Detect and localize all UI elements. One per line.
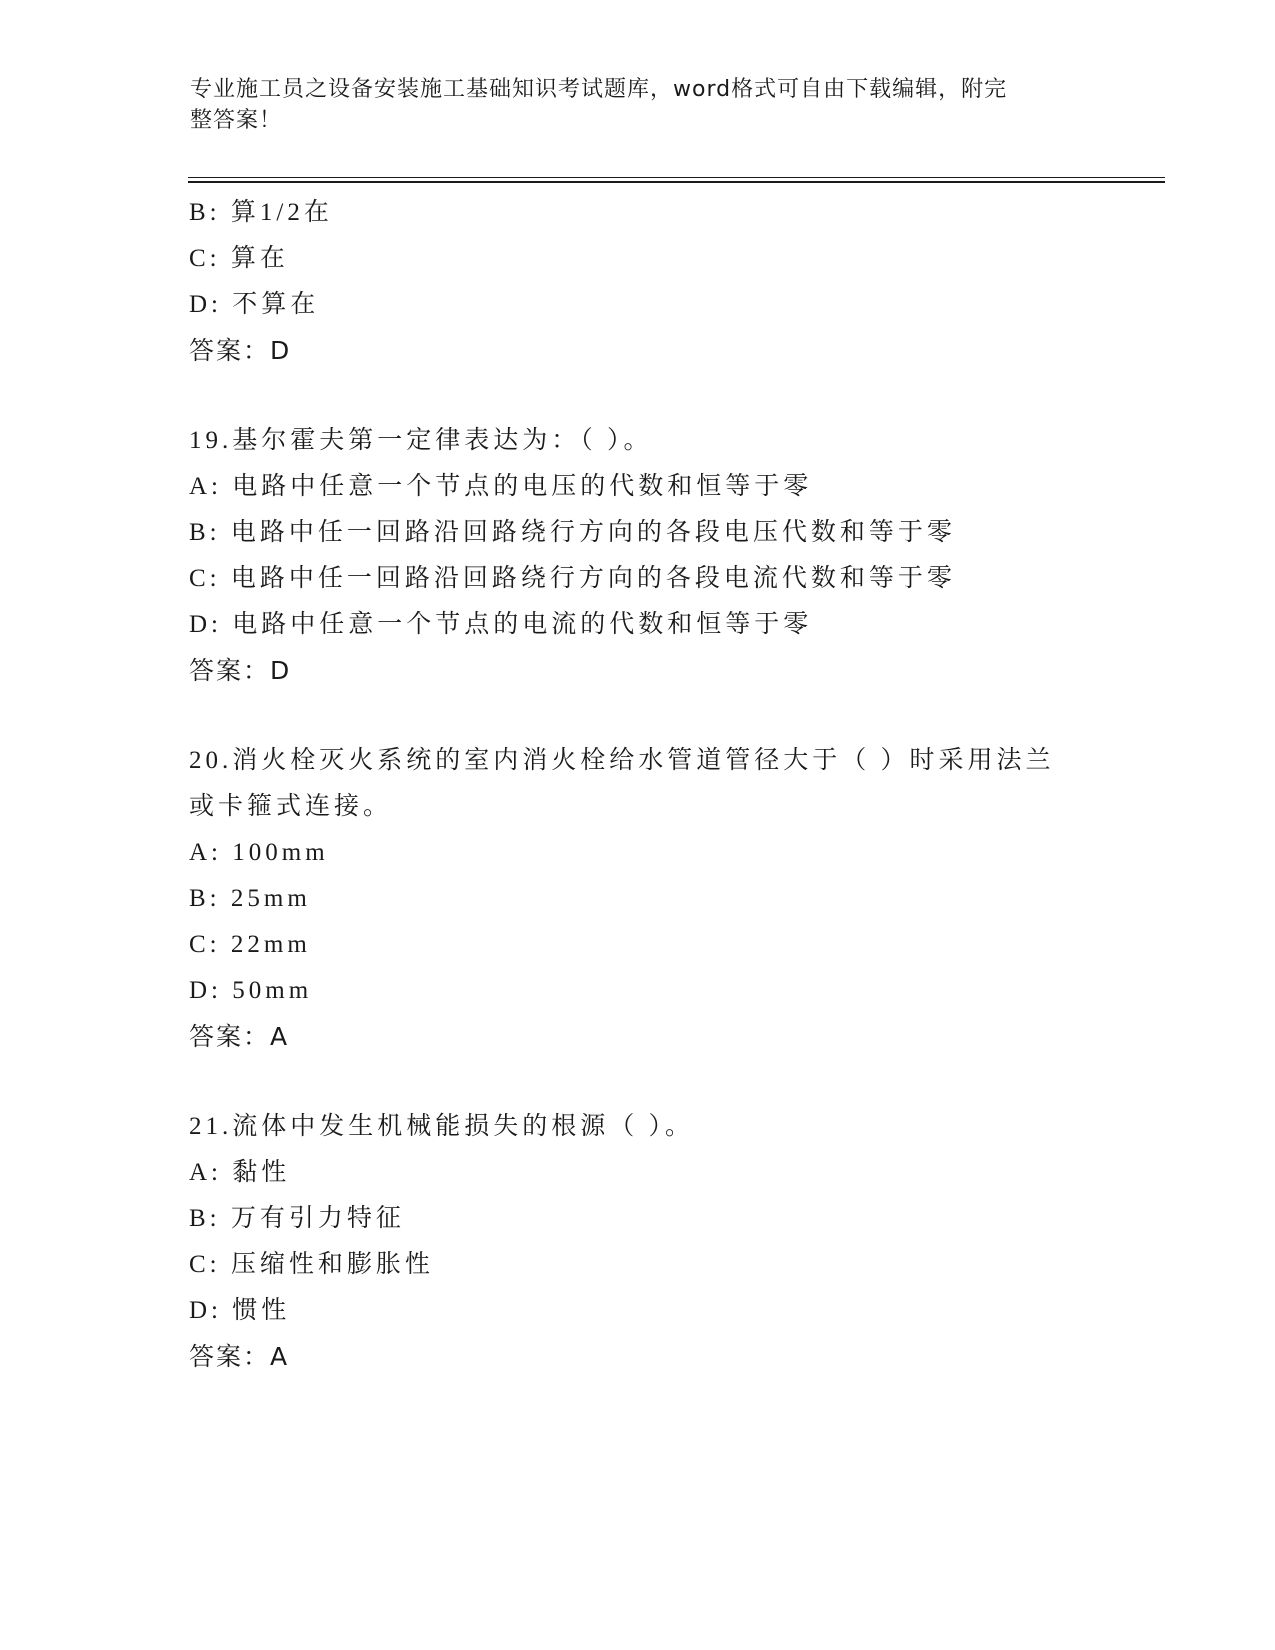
option-c: C: 电路中任一回路沿回路绕行方向的各段电流代数和等于零 (189, 565, 956, 592)
answer: 答案：D (189, 656, 292, 685)
option-a: A: 黏性 (189, 1159, 291, 1186)
option-c: C: 压缩性和膨胀性 (189, 1251, 434, 1278)
spacer (189, 694, 1089, 738)
question-list (189, 190, 1089, 1380)
option-d: D: 电路中任意一个节点的电流的代数和恒等于零 (189, 611, 813, 638)
question-text: 19.基尔霍夫第一定律表达为：（ ）。 (189, 427, 653, 454)
header-line-2: 整答案！ (190, 108, 283, 133)
option-c: C: 算在 (189, 245, 289, 272)
option-d: D: 不算在 (189, 291, 320, 318)
document-header (190, 74, 1070, 136)
header-line-1: 专业施工员之设备安装施工基础知识考试题库，word格式可自由下载编辑，附完 (190, 77, 1008, 102)
spacer (189, 374, 1089, 418)
option-b: B: 算1/2在 (189, 199, 333, 226)
option-b: B: 万有引力特征 (189, 1205, 405, 1232)
option-b: B: 电路中任一回路沿回路绕行方向的各段电压代数和等于零 (189, 519, 956, 546)
option-c: C: 22mm (189, 931, 311, 958)
header-divider-thin (188, 177, 1165, 178)
option-d: D: 惯性 (189, 1297, 291, 1324)
question-20 (189, 738, 1089, 1060)
question-21 (189, 1104, 1089, 1380)
option-a: A: 100mm (189, 839, 329, 866)
question-18-partial (189, 190, 1089, 374)
answer: 答案：A (189, 1022, 290, 1051)
header-divider-thick (188, 181, 1165, 183)
question-text: 21.流体中发生机械能损失的根源（ ）。 (189, 1113, 695, 1140)
question-text-line-2: 或卡箍式连接。 (189, 793, 393, 820)
option-a: A: 电路中任意一个节点的电压的代数和恒等于零 (189, 473, 813, 500)
question-text-line-1: 20.消火栓灭火系统的室内消火栓给水管道管径大于（ ）时采用法兰 (189, 747, 1055, 774)
option-d: D: 50mm (189, 977, 313, 1004)
answer: 答案：A (189, 1342, 290, 1371)
answer: 答案：D (189, 336, 292, 365)
spacer (189, 1060, 1089, 1104)
option-b: B: 25mm (189, 885, 311, 912)
question-19 (189, 418, 1089, 694)
